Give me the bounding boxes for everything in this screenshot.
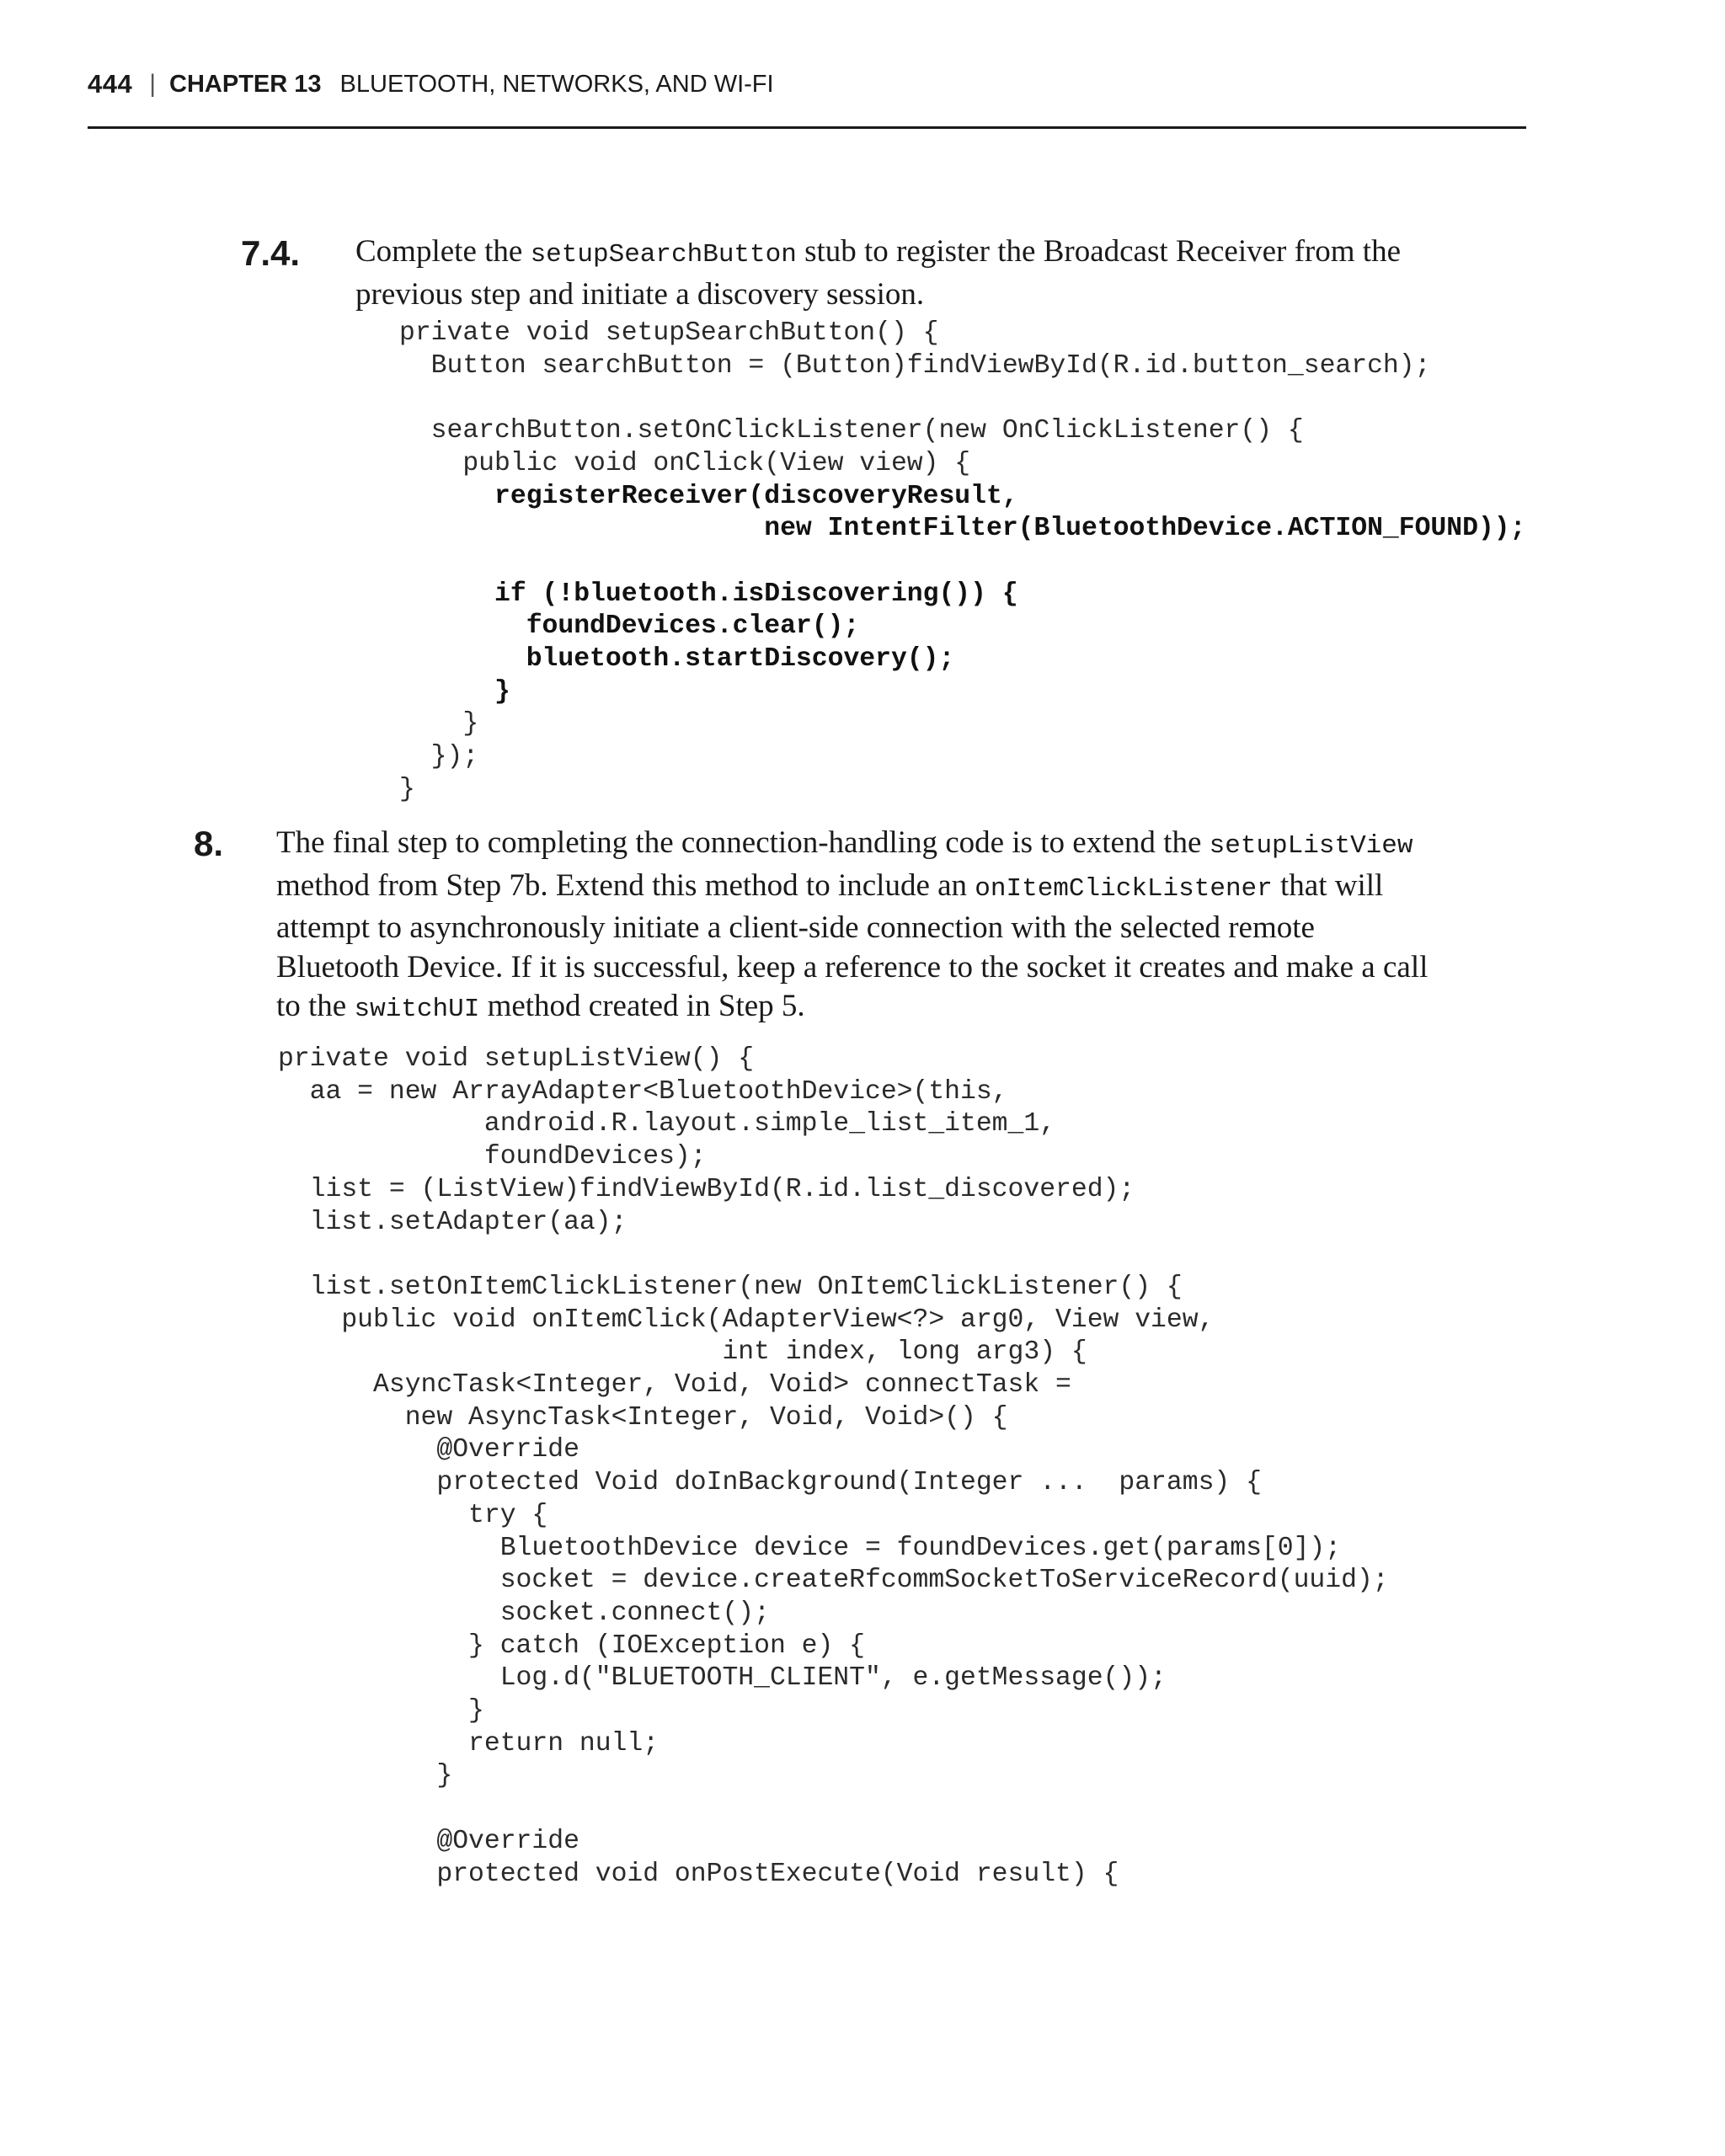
inline-code: onItemClickListener bbox=[975, 873, 1273, 904]
paragraph-text: previous step and initiate a discovery session. bbox=[355, 276, 925, 312]
paragraph-text: attempt to asynchronously initiate a client-side connection with the selected remote bbox=[276, 910, 1315, 945]
code-line: list = (ListView)findViewById(R.id.list_discovered); bbox=[278, 1174, 1135, 1204]
code-line: bluetooth.startDiscovery(); bbox=[399, 644, 955, 675]
code-block bbox=[278, 1043, 1389, 1891]
code-line: new AsyncTask<Integer, Void, Void>() { bbox=[278, 1402, 1008, 1433]
paragraph-text: that will bbox=[1272, 867, 1384, 903]
code-line: private void setupSearchButton() { bbox=[399, 318, 939, 348]
paragraph-text: method created in Step 5. bbox=[479, 989, 805, 1023]
code-line: private void setupListView() { bbox=[278, 1044, 755, 1074]
inline-code: switchUI bbox=[354, 995, 480, 1024]
code-line: public void onItemClick(AdapterView<?> arg0, View view, bbox=[278, 1305, 1215, 1335]
running-header bbox=[88, 66, 1526, 103]
paragraph-text: Complete the bbox=[355, 234, 531, 269]
code-line: } bbox=[399, 774, 415, 804]
code-line: protected Void doInBackground(Integer ... params) { bbox=[278, 1468, 1262, 1498]
paragraph-text: to the bbox=[276, 989, 355, 1023]
code-line: foundDevices.clear(); bbox=[399, 611, 860, 642]
code-line: public void onClick(View view) { bbox=[399, 448, 971, 478]
step-paragraph bbox=[355, 232, 1401, 314]
code-line: BluetoothDevice device = foundDevices.get(params[0]); bbox=[278, 1533, 1342, 1563]
code-line: Log.d("BLUETOOTH_CLIENT", e.getMessage()); bbox=[278, 1663, 1167, 1694]
code-line: android.R.layout.simple_list_item_1, bbox=[278, 1109, 1056, 1139]
step-number: 7.4. bbox=[241, 233, 301, 273]
code-line: registerReceiver(discoveryResult, bbox=[399, 481, 1018, 511]
code-line: try { bbox=[278, 1500, 548, 1530]
paragraph-text: The final step to completing the connection-handling code is to extend the bbox=[276, 825, 1210, 860]
code-line: } catch (IOException e) { bbox=[278, 1630, 865, 1661]
code-line: list.setAdapter(aa); bbox=[278, 1207, 628, 1237]
inline-code: setupSearchButton bbox=[530, 240, 797, 270]
paragraph-text: stub to register the Broadcast Receiver from the bbox=[796, 234, 1401, 269]
code-line: list.setOnItemClickListener(new OnItemClickListener() { bbox=[278, 1272, 1183, 1302]
inline-code: setupListView bbox=[1209, 831, 1413, 861]
code-line: searchButton.setOnClickListener(new OnClickListener() { bbox=[399, 416, 1304, 446]
step-paragraph bbox=[276, 824, 1428, 1030]
code-line: } bbox=[399, 709, 479, 739]
code-line: socket.connect(); bbox=[278, 1598, 770, 1628]
code-block bbox=[399, 318, 1525, 807]
code-line: }); bbox=[399, 742, 479, 772]
code-line: } bbox=[399, 676, 510, 707]
code-line: @Override bbox=[278, 1826, 579, 1856]
code-line: foundDevices); bbox=[278, 1142, 707, 1172]
chapter-label: CHAPTER 13 bbox=[169, 70, 322, 98]
page-number: 444 bbox=[88, 69, 133, 99]
chapter-title: BLUETOOTH, NETWORKS, AND WI-FI bbox=[339, 70, 774, 98]
code-line: protected void onPostExecute(Void result) { bbox=[278, 1859, 1119, 1889]
paragraph-text: method from Step 7b. Extend this method to include an bbox=[276, 867, 975, 903]
code-line: } bbox=[278, 1761, 453, 1791]
code-line: AsyncTask<Integer, Void, Void> connectTask = bbox=[278, 1370, 1071, 1401]
code-line: Button searchButton = (Button)findViewById(R.id.button_search); bbox=[399, 350, 1431, 381]
code-line: int index, long arg3) { bbox=[278, 1337, 1087, 1368]
code-line: socket = device.createRfcommSocketToServiceRecord(uuid); bbox=[278, 1566, 1389, 1596]
code-line: } bbox=[278, 1696, 484, 1726]
paragraph-text: Bluetooth Device. If it is successful, keep a reference to the socket it creates and make a call bbox=[276, 949, 1429, 985]
code-line: new IntentFilter(BluetoothDevice.ACTION_FOUND)); bbox=[399, 514, 1526, 544]
step-number: 8. bbox=[194, 824, 224, 863]
code-line: return null; bbox=[278, 1728, 660, 1758]
header-separator: | bbox=[149, 70, 157, 98]
header-rule bbox=[88, 126, 1526, 129]
code-line: @Override bbox=[278, 1435, 579, 1465]
code-line: aa = new ArrayAdapter<BluetoothDevice>(this, bbox=[278, 1076, 1008, 1107]
code-line: if (!bluetooth.isDiscovering()) { bbox=[399, 579, 1018, 609]
